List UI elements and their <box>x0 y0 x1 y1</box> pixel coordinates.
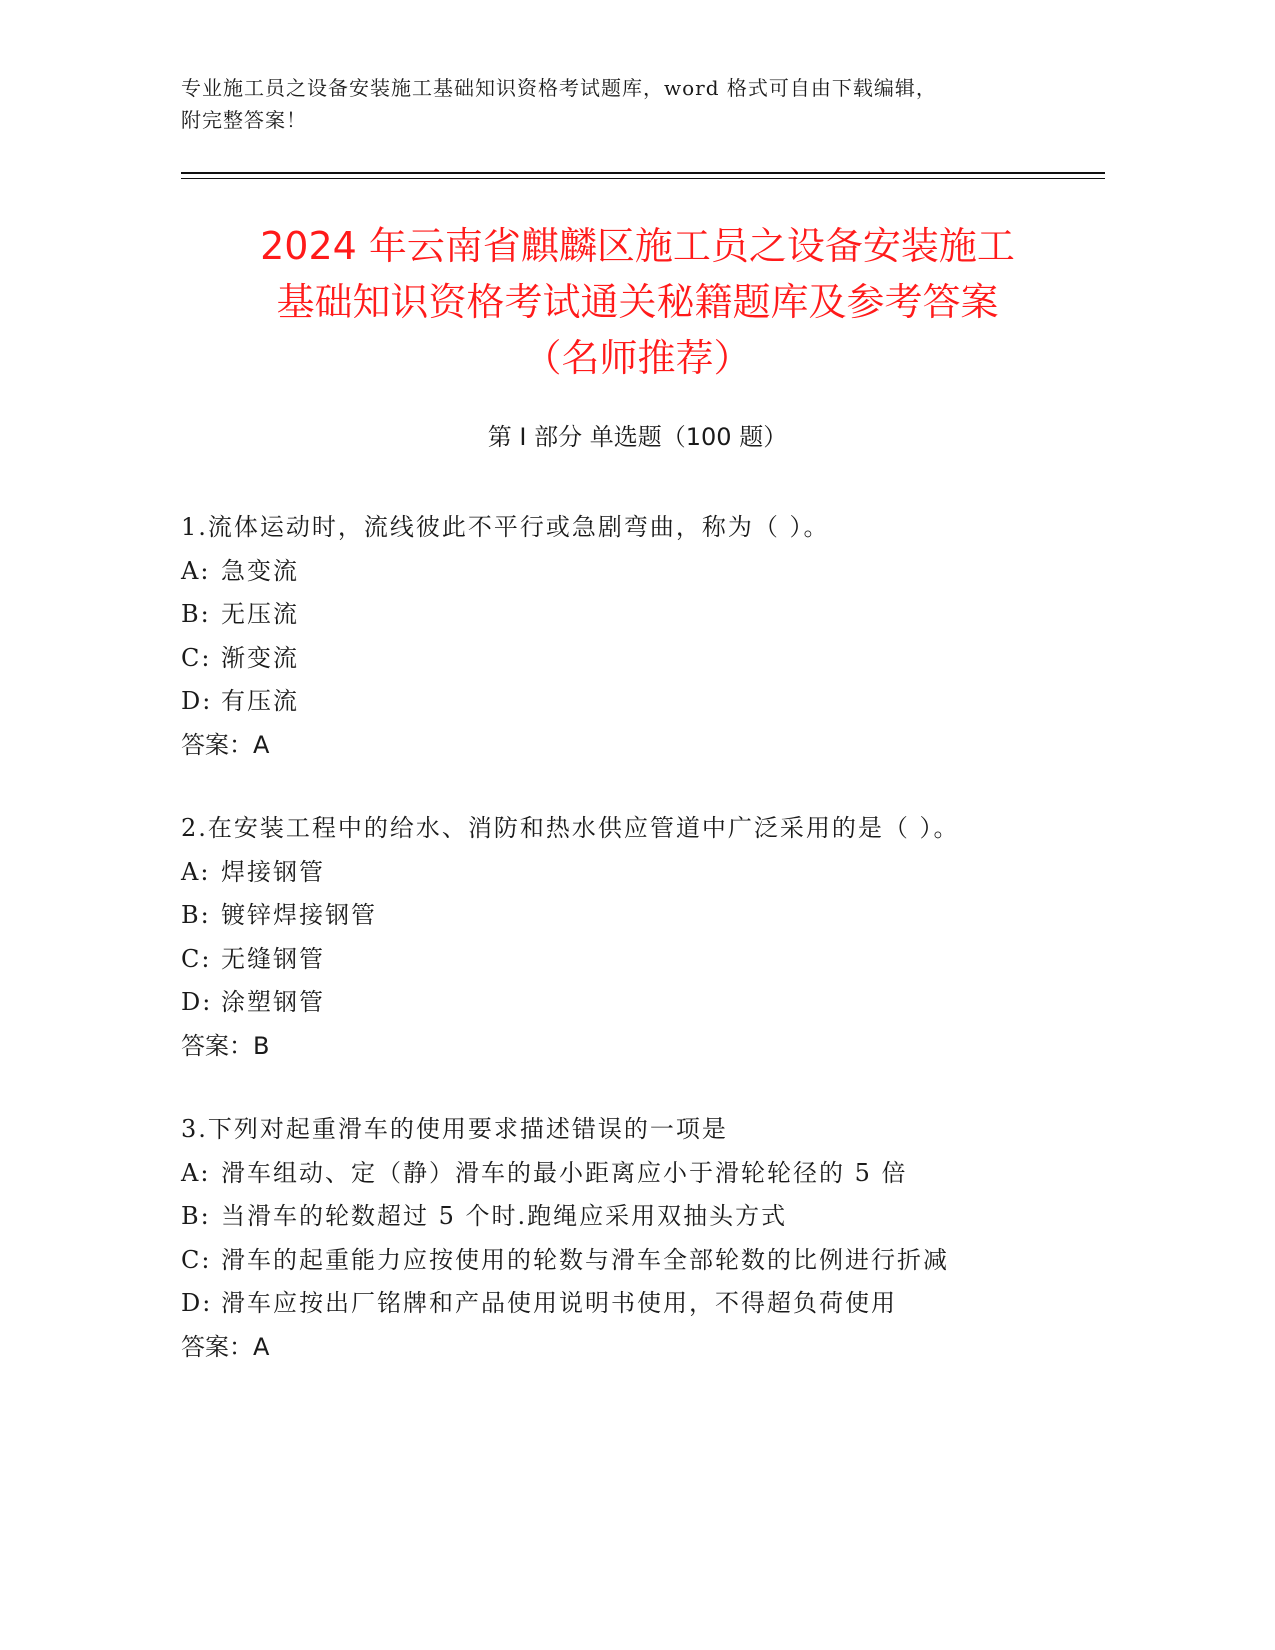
option-key: D: <box>181 1289 213 1317</box>
question-3 <box>181 1108 1121 1369</box>
section-title: 第 I 部分 单选题（100 题） <box>487 423 788 451</box>
option-key: B: <box>181 600 211 628</box>
option-c <box>181 1239 1121 1283</box>
option-key: A: <box>181 857 211 886</box>
option-c <box>181 938 1121 982</box>
question-list <box>181 506 1121 1409</box>
header-note-line-1: 专业施工员之设备安装施工基础知识资格考试题库，word 格式可自由下载编辑， <box>181 76 937 100</box>
document-title-line-2: 基础知识资格考试通关秘籍题库及参考答案 <box>276 280 999 324</box>
option-text: 无压流 <box>221 600 299 628</box>
option-text: 渐变流 <box>221 643 299 672</box>
answer: 答案：A <box>181 730 270 759</box>
option-key: A: <box>181 556 211 585</box>
header-note <box>181 72 1081 136</box>
option-key: C: <box>181 643 212 672</box>
document-title-line-1: 2024 年云南省麒麟区施工员之设备安装施工 <box>260 224 1015 268</box>
option-key: B: <box>181 901 211 929</box>
option-text: 滑车应按出厂铭牌和产品使用说明书使用，不得超负荷使用 <box>221 1289 897 1317</box>
option-text: 镀锌焊接钢管 <box>221 901 377 929</box>
option-a <box>181 1152 1121 1196</box>
question-2 <box>181 807 1121 1068</box>
option-text: 焊接钢管 <box>221 857 325 886</box>
option-b <box>181 894 1121 938</box>
option-key: A: <box>181 1158 211 1187</box>
header-rule-thin <box>181 178 1105 179</box>
question-1 <box>181 506 1121 767</box>
option-d <box>181 981 1121 1025</box>
option-text: 涂塑钢管 <box>221 988 325 1016</box>
option-key: C: <box>181 1245 212 1274</box>
option-key: B: <box>181 1202 211 1230</box>
option-text: 滑车的起重能力应按使用的轮数与滑车全部轮数的比例进行折减 <box>221 1245 949 1274</box>
document-title-line-3: （名师推荐） <box>523 336 752 380</box>
question-text: 2.在安装工程中的给水、消防和热水供应管道中广泛采用的是（ ）。 <box>181 814 960 842</box>
option-a <box>181 550 1121 594</box>
answer: 答案：A <box>181 1332 270 1361</box>
option-key: D: <box>181 687 213 715</box>
header-note-line-2: 附完整答案！ <box>181 108 307 132</box>
option-text: 当滑车的轮数超过 5 个时.跑绳应采用双抽头方式 <box>221 1202 788 1230</box>
option-a <box>181 851 1121 895</box>
question-text: 1.流体运动时，流线彼此不平行或急剧弯曲，称为（ ）。 <box>181 513 830 541</box>
answer: 答案：B <box>181 1031 270 1060</box>
option-key: D: <box>181 988 213 1016</box>
option-key: C: <box>181 944 212 973</box>
option-text: 有压流 <box>221 687 299 715</box>
option-text: 无缝钢管 <box>221 944 325 973</box>
option-d <box>181 680 1121 724</box>
option-c <box>181 637 1121 681</box>
question-text: 3.下列对起重滑车的使用要求描述错误的一项是 <box>181 1115 728 1143</box>
header-rule-thick <box>181 172 1105 174</box>
document-title <box>150 218 1125 386</box>
option-text: 滑车组动、定（静）滑车的最小距离应小于滑轮轮径的 5 倍 <box>221 1158 908 1187</box>
option-d <box>181 1282 1121 1326</box>
option-text: 急变流 <box>221 556 299 585</box>
option-b <box>181 1195 1121 1239</box>
option-b <box>181 593 1121 637</box>
